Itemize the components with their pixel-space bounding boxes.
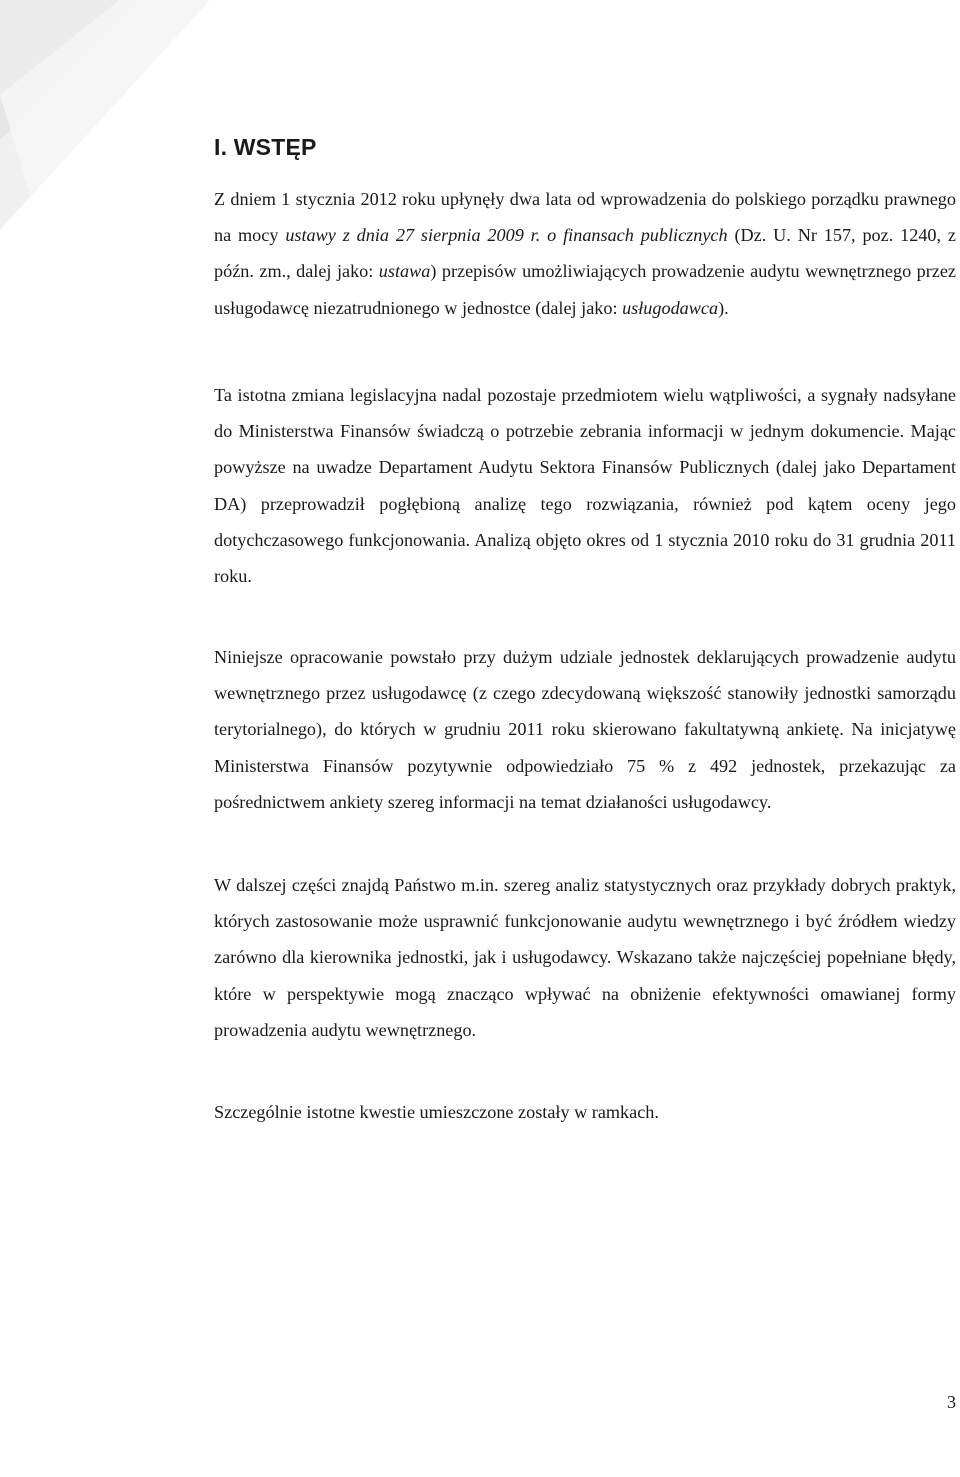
paragraph-intro-text: ) przepisów umożliwiających prowadzenie audytu wewnętrznego przez usługodawcę niezatrudnionego w jednostce (dalej jako: — [214, 261, 956, 318]
term-uslugodawca-italic: usługodawca — [622, 297, 719, 318]
paragraph-intro-text: ). — [718, 297, 729, 318]
paragraph-intro-text: (Dz. U. Nr 157, poz. 1240, z późn. zm., dalej jako: — [214, 225, 957, 282]
paragraph-legislation: Ta istotna zmiana legislacyjna nadal pozostaje przedmiotem wielu wątpliwości, a sygnały nadsyłane do Ministerstwa Finansów świadczą o potrzebie zebrania informacji w jednym dokumencie. Mając powyższe na uwadze Departament Audytu Sektora Finansów Publicznych (dalej jako Departament DA) przeprowadził pogłębioną analizę tego rozwiązania, również pod kątem oceny jego dotychczasowego funkcjonowania. Analizą objęto okres od 1 stycznia 2010 roku do 31 grudnia 2011 roku. — [214, 385, 956, 587]
section-heading: I. WSTĘP — [214, 134, 317, 160]
paragraph-analyses: W dalszej części znajdą Państwo m.in. szereg analiz statystycznych oraz przykłady dobrych praktyk, których zastosowanie może usprawnić funkcjonowanie audytu wewnętrznego i być źródłem wiedzy zarówno dla kierownika jednostki, jak i usługodawcy. Wskazano także najczęściej popełniane błędy, które w perspektywie mogą znacząco wpływać na obniżenie efektywności omawianej formy prowadzenia audytu wewnętrznego. — [214, 875, 956, 1040]
page-corner-decoration — [0, 0, 210, 1477]
term-ustawa-italic: ustawa — [378, 261, 431, 282]
paragraph-intro — [214, 181, 956, 326]
act-title-italic: ustawy z dnia 27 sierpnia 2009 r. o finansach publicznych — [285, 225, 728, 246]
page-number: 3 — [947, 1392, 956, 1412]
paragraph-survey: Niniejsze opracowanie powstało przy dużym udziale jednostek deklarujących prowadzenie audytu wewnętrznego przez usługodawcę (z czego zdecydowaną większość stanowiły jednostki samorządu terytorialnego), do których w grudniu 2011 roku skierowano fakultatywną ankietę. Na inicjatywę Ministerstwa Finansów pozytywnie odpowiedziało 75 % z 492 jednostek, przekazując za pośrednictwem ankiety szereg informacji na temat działaności usługodawcy. — [214, 647, 956, 812]
paragraph-intro-text: Z dniem 1 stycznia 2012 roku upłynęły dwa lata od wprowadzenia do polskiego porządku prawnego na mocy — [214, 189, 956, 246]
paragraph-frames-note: Szczególnie istotne kwestie umieszczone zostały w ramkach. — [214, 1102, 659, 1122]
